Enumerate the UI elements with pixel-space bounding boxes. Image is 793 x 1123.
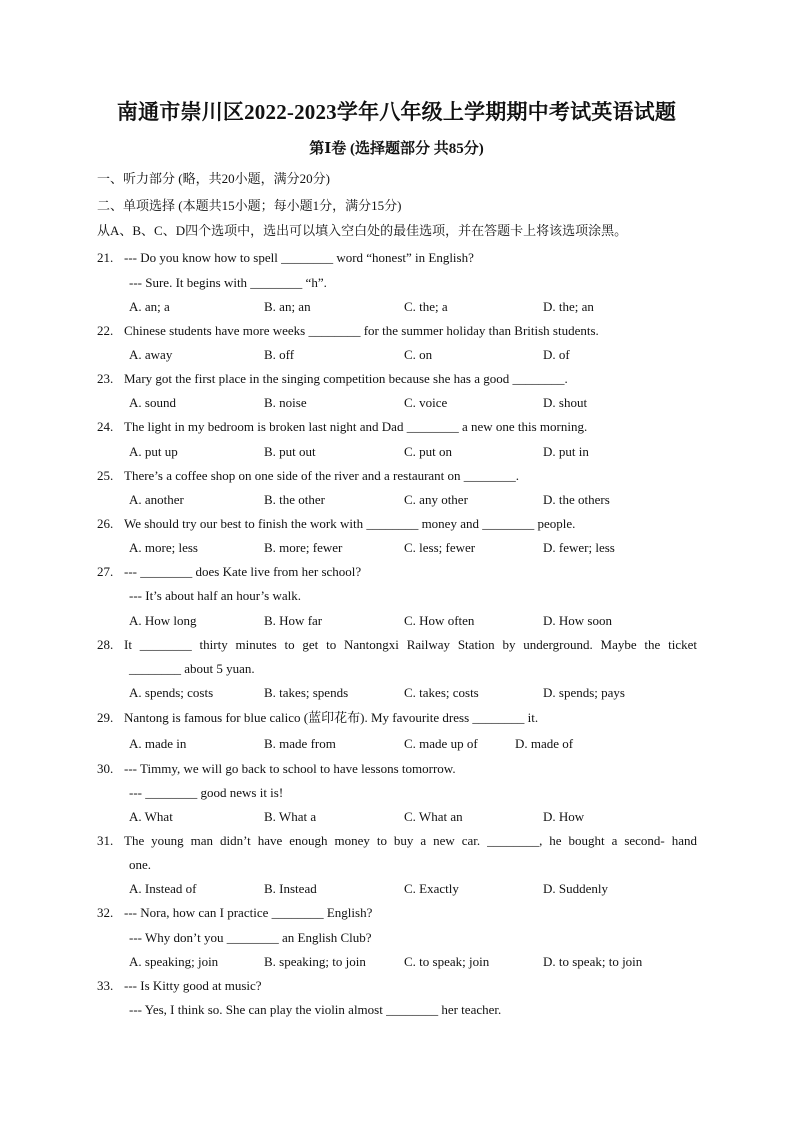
answer-option-a: A. speaking; join: [129, 954, 219, 969]
question-stem-continued: --- Why don’t you ________ an English Club?: [129, 930, 372, 945]
question-number: 32.: [97, 905, 114, 920]
question-stem-continued: --- Yes, I think so. She can play the violin almost ________ her teacher.: [129, 1002, 502, 1017]
answer-option-b: B. an; an: [264, 299, 311, 314]
answer-option-a: A. another: [129, 492, 184, 507]
answer-option-d: D. put in: [543, 444, 589, 459]
question-stem: --- Is Kitty good at music?: [124, 978, 262, 993]
section-single-choice: 二、单项选择 (本题共15小题；每小题1分，满分15分): [97, 198, 402, 213]
answer-option-a: A. Instead of: [129, 881, 197, 896]
question-number: 27.: [97, 564, 114, 579]
answer-option-c: C. takes; costs: [404, 685, 479, 700]
answer-option-d: D. shout: [543, 395, 588, 410]
answer-option-a: A. an; a: [129, 299, 170, 314]
question-number: 29.: [97, 710, 114, 725]
answer-option-b: B. off: [264, 347, 295, 362]
question-stem-continued: --- It’s about half an hour’s walk.: [129, 588, 301, 603]
question-number: 33.: [97, 978, 114, 993]
question-stem: It ________ thirty minutes to get to Nantongxi Railway Station by underground. Maybe the ticket: [124, 637, 697, 652]
answer-option-d: D. of: [543, 347, 570, 362]
question-number: 21.: [97, 250, 114, 265]
question-stem: The young man didn’t have enough money to buy a new car. ________, he bought a second- hand: [124, 833, 697, 848]
answer-option-a: A. more; less: [129, 540, 198, 555]
answer-option-b: B. takes; spends: [264, 685, 349, 700]
answer-option-c: C. Exactly: [404, 881, 459, 896]
question-stem-continued: --- Sure. It begins with ________ “h”.: [129, 275, 327, 290]
question-stem: There’s a coffee shop on one side of the river and a restaurant on ________.: [124, 468, 520, 483]
answer-option-a: A. made in: [129, 736, 187, 751]
answer-option-a: A. How long: [129, 613, 197, 628]
answer-option-b: B. Instead: [264, 881, 317, 896]
answer-option-c: C. How often: [404, 613, 475, 628]
answer-option-c: C. put on: [404, 444, 453, 459]
answer-option-b: B. What a: [264, 809, 317, 824]
question-stem: --- ________ does Kate live from her school?: [124, 564, 362, 579]
answer-option-c: C. any other: [404, 492, 468, 507]
question-number: 25.: [97, 468, 114, 483]
answer-option-d: D. How soon: [543, 613, 612, 628]
answer-option-c: C. to speak; join: [404, 954, 490, 969]
answer-option-d: D. the others: [543, 492, 610, 507]
answer-option-a: A. sound: [129, 395, 176, 410]
answer-option-b: B. noise: [264, 395, 307, 410]
answer-option-b: B. put out: [264, 444, 316, 459]
answer-option-c: C. on: [404, 347, 433, 362]
answer-option-d: D. spends; pays: [543, 685, 625, 700]
answer-option-a: A. away: [129, 347, 173, 362]
answer-option-b: B. made from: [264, 736, 336, 751]
answer-option-a: A. What: [129, 809, 173, 824]
question-stem-continued: --- ________ good news it is!: [129, 785, 284, 800]
question-number: 26.: [97, 516, 114, 531]
answer-option-d: D. to speak; to join: [543, 954, 643, 969]
answer-option-d: D. made of: [515, 736, 574, 751]
part-heading: 第Ⅰ卷 (选择题部分 共85分): [309, 141, 484, 157]
answer-option-d: D. the; an: [543, 299, 594, 314]
question-number: 30.: [97, 761, 114, 776]
question-stem: Mary got the first place in the singing competition because she has a good ________.: [124, 371, 568, 386]
answer-option-b: B. more; fewer: [264, 540, 343, 555]
question-number: 24.: [97, 419, 114, 434]
answer-option-d: D. Suddenly: [543, 881, 608, 896]
answer-option-c: C. the; a: [404, 299, 448, 314]
question-number: 22.: [97, 323, 114, 338]
answer-option-b: B. speaking; to join: [264, 954, 366, 969]
question-stem: --- Nora, how can I practice ________ English?: [124, 905, 373, 920]
question-number: 31.: [97, 833, 114, 848]
answer-option-c: C. voice: [404, 395, 448, 410]
section-instructions: 从A、B、C、D四个选项中，选出可以填入空白处的最佳选项，并在答题卡上将该选项涂黑。: [97, 223, 628, 238]
question-stem: Nantong is famous for blue calico (蓝印花布). My favourite dress ________ it.: [124, 710, 539, 725]
question-stem: --- Do you know how to spell ________ word “honest” in English?: [124, 250, 474, 265]
question-number: 28.: [97, 637, 114, 652]
answer-option-c: C. less; fewer: [404, 540, 476, 555]
answer-option-b: B. How far: [264, 613, 323, 628]
question-number: 23.: [97, 371, 114, 386]
answer-option-a: A. spends; costs: [129, 685, 214, 700]
question-stem: Chinese students have more weeks ________ for the summer holiday than British students.: [124, 323, 599, 338]
answer-option-c: C. made up of: [404, 736, 478, 751]
question-stem: The light in my bedroom is broken last night and Dad ________ a new one this morning.: [124, 419, 588, 434]
answer-option-b: B. the other: [264, 492, 326, 507]
answer-option-d: D. How: [543, 809, 585, 824]
section-listening: 一、听力部分 (略，共20小题，满分20分): [97, 171, 330, 186]
answer-option-d: D. fewer; less: [543, 540, 615, 555]
question-stem: We should try our best to finish the work with ________ money and ________ people.: [124, 516, 576, 531]
answer-option-a: A. put up: [129, 444, 178, 459]
answer-option-c: C. What an: [404, 809, 463, 824]
question-stem-continued: one.: [129, 857, 152, 872]
question-stem-continued: ________ about 5 yuan.: [129, 661, 255, 676]
question-stem: --- Timmy, we will go back to school to have lessons tomorrow.: [124, 761, 456, 776]
page-title: 南通市崇川区2022-2023学年八年级上学期期中考试英语试题: [116, 100, 677, 124]
